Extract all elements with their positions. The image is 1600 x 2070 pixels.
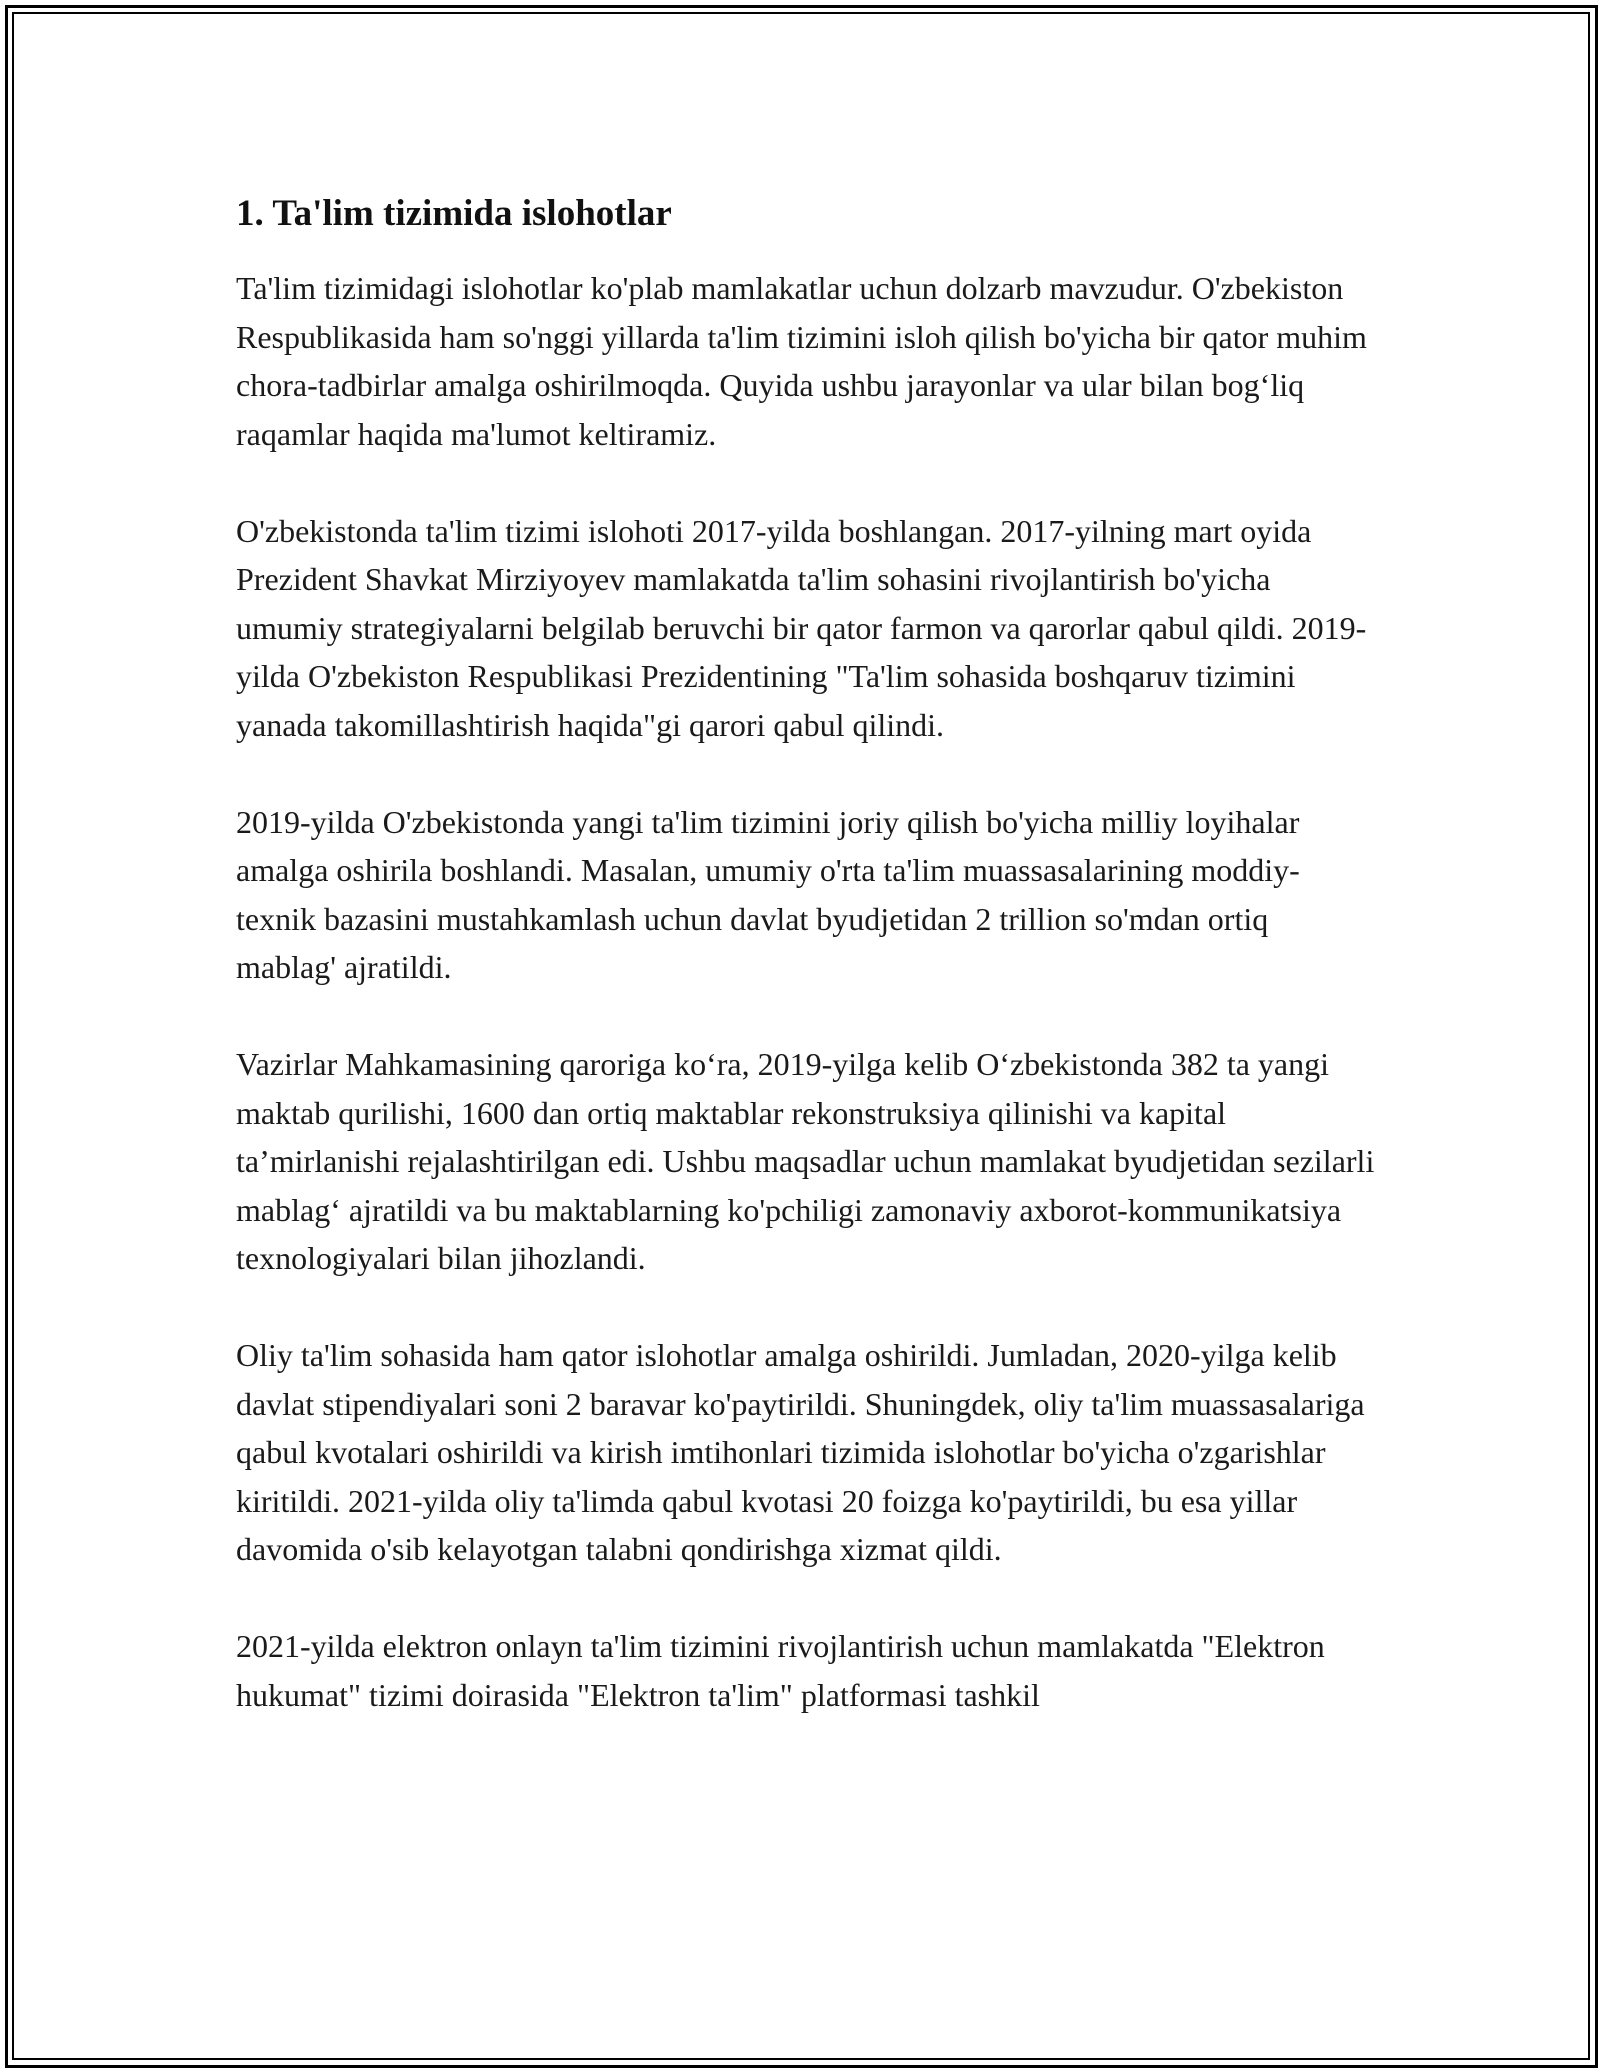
paragraph-reform-start: O'zbekistonda ta'lim tizimi islohoti 2017-yilda boshlangan. 2017-yilning mart oyida Prezident Shavkat Mirziyoyev mamlakatda ta'lim sohasini rivojlantirish bo'yicha umumiy strategiyalarni belgilab beruvchi bir qator farmon va qarorlar qabul qildi. 2019-yilda O'zbekiston Respublikasi Prezidentining "Ta'lim sohasida boshqaruv tizimini yanada takomillashtirish haqida"gi qarori qabul qilindi. bbox=[236, 512, 1367, 743]
document-body bbox=[236, 190, 1376, 1719]
paragraph-school-construction: Vazirlar Mahkamasining qaroriga ko‘ra, 2019-yilga kelib O‘zbekistonda 382 ta yangi maktab qurilishi, 1600 dan ortiq maktablar rekonstruksiya qilinishi va kapital ta’mirlanishi rejalashtirilgan edi. Ushbu maqsadlar uchun mamlakat byudjetidan sezilarli mablag‘ ajratildi va bu maktablarning ko'pchiligi zamonaviy axborot-kommunikatsiya texnologiyalari bilan jihozlandi. bbox=[236, 1046, 1375, 1276]
paragraph-national-projects: 2019-yilda O'zbekistonda yangi ta'lim tizimini joriy qilish bo'yicha milliy loyihalar amalga oshirila boshlandi. Masalan, umumiy o'rta ta'lim muassasalarining moddiy-texnik bazasini mustahkamlash uchun davlat byudjetidan 2 trillion so'mdan ortiq mablag' ajratildi. bbox=[236, 803, 1300, 985]
paragraph-e-learning: 2021-yilda elektron onlayn ta'lim tizimini rivojlantirish uchun mamlakatda "Elektron hukumat" tizimi doirasida "Elektron ta'lim" platformasi tashkil bbox=[236, 1628, 1325, 1713]
paragraph-higher-education: Oliy ta'lim sohasida ham qator islohotlar amalga oshirildi. Jumladan, 2020-yilga kelib davlat stipendiyalari soni 2 baravar ko'paytirildi. Shuningdek, oliy ta'lim muassasalariga qabul kvotalari oshirildi va kirish imtihonlari tizimida islohotlar bo'yicha o'zgarishlar kiritildi. 2021-yilda oliy ta'limda qabul kvotasi 20 foizga ko'paytirildi, bu esa yillar davomida o'sib kelayotgan talabni qondirishga xizmat qildi. bbox=[236, 1337, 1365, 1567]
section-heading: 1. Ta'lim tizimida islohotlar bbox=[236, 193, 672, 234]
paragraph-intro: Ta'lim tizimidagi islohotlar ko'plab mamlakatlar uchun dolzarb mavzudur. O'zbekiston Respublikasida ham so'nggi yillarda ta'lim tizimini isloh qilish bo'yicha bir qator muhim chora-tadbirlar amalga oshirilmoqda. Quyida ushbu jarayonlar va ular bilan bog‘liq raqamlar haqida ma'lumot keltiramiz. bbox=[236, 270, 1367, 452]
